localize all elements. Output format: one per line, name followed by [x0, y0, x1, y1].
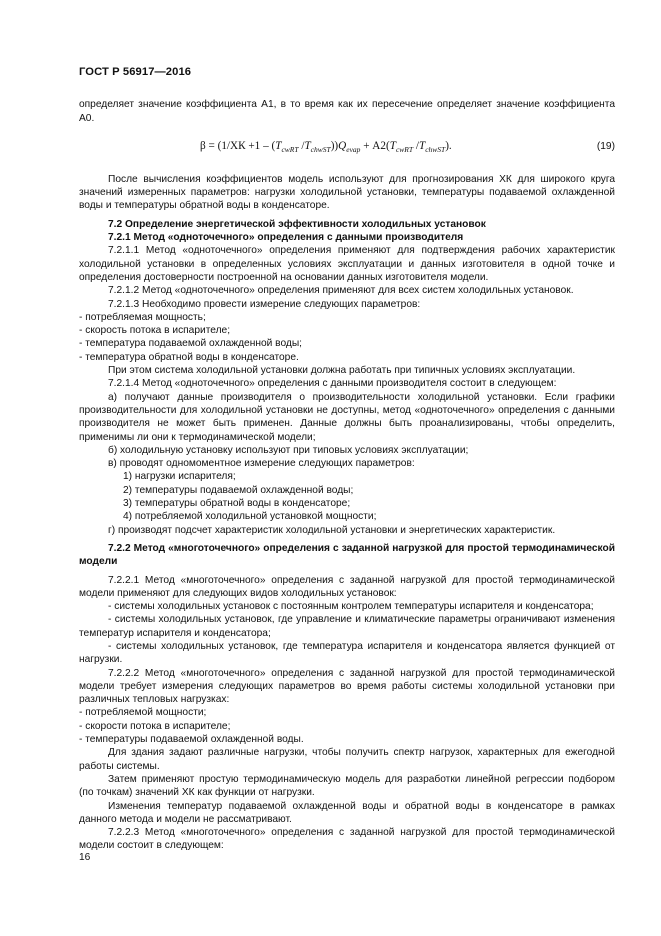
paragraph: 2) температуры подаваемой охлажденной воды; [123, 484, 354, 496]
paragraph: 7.2.1.2 Метод «одноточечного» определения применяют для всех систем холодильных установок. [108, 285, 574, 297]
page-number: 16 [79, 852, 91, 863]
paragraph: 1) нагрузки испарителя; [123, 471, 236, 483]
paragraph: После вычисления коэффициентов модель используют для прогнозирования ХК для широкого круга значений измеренных параметров: нагрузки холодильной установки, температуры подаваемой охлажденной воды и температуры обратной воды в конденсаторе. [79, 173, 615, 212]
paragraph: 7.2.1.4 Метод «одноточечного» определения с данными производителя состоит в следующем: [108, 378, 557, 390]
paragraph: - системы холодильных установок, где управление и климатические параметры ограничивают изменения температур испарителя и конденсатора; [79, 614, 615, 639]
paragraph: - скорость потока в испарителе; [79, 325, 231, 337]
body-text [79, 173, 615, 853]
paragraph: 7.2.2 Метод «многоточечного» определения с заданной нагрузкой для простой термодинамической модели [79, 542, 615, 568]
formula-expression: $\beta = (1/ХК +1 - (T_{cwRT}$ $/T_{chwST}))Q_{evap} + А2(T_{cwRT}$ $/T_{chwST}$). [200, 139, 452, 154]
paragraph: 7.2 Определение энергетической эффективности холодильных установок [108, 218, 486, 230]
paragraph: - температура обратной воды в конденсаторе. [79, 351, 299, 363]
paragraph: 7.2.1 Метод «одноточечного» определения с данными производителя [108, 232, 464, 244]
paragraph: 4) потребляемой холодильной установкой мощности; [123, 511, 377, 523]
paragraph: - температуры подаваемой охлажденной воды. [79, 734, 304, 746]
paragraph: Изменения температур подаваемой охлажденной воды и обратной воды в конденсаторе в рамках данного метода и модели не рассматривают. [79, 800, 615, 825]
paragraph: в) проводят одномоментное измерение следующих параметров: [108, 458, 415, 470]
paragraph: 7.2.2.2 Метод «многоточечного» определения с заданной нагрузкой для простой термодинамической модели требует измерения следующих параметров во время работы системы холодильной установки при различных тепловых нагрузках: [79, 667, 615, 706]
paragraph: Затем применяют простую термодинамическую модель для разработки линейной регрессии подбором (по точкам) значений ХК как функции от нагрузки. [79, 773, 615, 799]
paragraph: 7.2.1.3 Необходимо провести измерение следующих параметров: [108, 298, 421, 310]
paragraph: - скорости потока в испарителе; [79, 720, 231, 732]
paragraph: 7.2.1.1 Метод «одноточечного» определения применяют для подтверждения рабочих характеристик холодильной установки в определенных условиях эксплуатации и данных изготовителя в одной точке и определения достоверности построенной на основании данных изготовителя модели. [79, 245, 615, 283]
paragraph: а) получают данные производителя о производительности холодильной установки. Если графики производительности для холодильной установки не доступны, метод «одноточечного» определения с данными производителя не может быть применен. Данные должны быть проанализированы, чтобы определить, применимы ли они к термодинамической модели; [79, 391, 615, 443]
paragraph: - системы холодильных установок, где температура испарителя и конденсатора является функцией от нагрузки. [79, 640, 615, 666]
document-header: ГОСТ Р 56917—2016 [79, 66, 192, 78]
paragraph: - температура подаваемой охлажденной воды; [79, 338, 302, 350]
paragraph: При этом система холодильной установки должна работать при типичных условиях эксплуатации. [108, 365, 576, 377]
paragraph: Для здания задают различные нагрузки, чтобы получить спектр нагрузок, характерных для ежегодной работы системы. [79, 747, 615, 772]
formula-number: (19) [596, 140, 615, 152]
paragraph: - системы холодильных установок с постоянным контролем температуры испарителя и конденсатора; [108, 601, 594, 613]
intro-paragraph: определяет значение коэффициента А1, в то время как их пересечение определяет значение коэффициента А0. [79, 99, 615, 124]
paragraph: 7.2.2.1 Метод «многоточечного» определения с заданной нагрузкой для простой термодинамической модели применяют для следующих видов холодильных установок: [79, 574, 615, 599]
paragraph: - потребляемая мощность; [79, 311, 206, 323]
paragraph: 7.2.2.3 Метод «многоточечного» определения с заданной нагрузкой для простой термодинамической модели состоит в следующем: [79, 827, 615, 852]
paragraph: - потребляемой мощности; [79, 707, 207, 719]
paragraph: г) производят подсчет характеристик холодильной установки и энергетических характеристик. [108, 524, 556, 536]
formula-19 [79, 138, 615, 156]
paragraph: 3) температуры обратной воды в конденсаторе; [123, 498, 351, 510]
paragraph: б) холодильную установку используют при типовых условиях эксплуатации; [108, 444, 469, 456]
